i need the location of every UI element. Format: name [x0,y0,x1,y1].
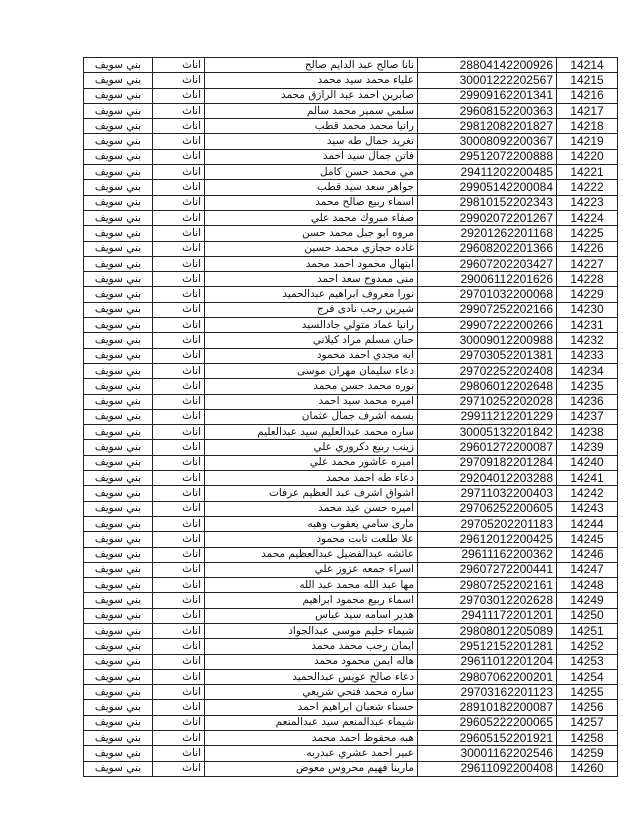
gender-cell: اناث [153,333,205,348]
sequence-number-cell: 14218 [557,119,618,134]
sequence-number-cell: 14219 [557,134,618,149]
governorate-cell: بني سويف [84,272,153,287]
gender-cell: اناث [153,103,205,118]
table-row [84,73,618,88]
sequence-number-cell: 14242 [557,486,618,501]
gender-cell: اناث [153,180,205,195]
gender-cell: اناث [153,134,205,149]
national-id-cell: 29608202201366 [418,241,557,256]
name-cell: اميره محمد سيد احمد [205,394,418,409]
name-cell: دعاء طه احمد محمد [205,471,418,486]
name-cell: فاتن جمال سيد احمد [205,149,418,164]
governorate-cell: بني سويف [84,73,153,88]
name-cell: شيرين رجب نادى فرج [205,302,418,317]
table-row [84,272,618,287]
national-id-cell: 29812082201827 [418,119,557,134]
national-id-cell: 29607272200441 [418,562,557,577]
gender-cell: اناث [153,761,205,776]
sequence-number-cell: 14233 [557,348,618,363]
table-row [84,210,618,225]
sequence-number-cell: 14228 [557,272,618,287]
governorate-cell: بني سويف [84,654,153,669]
name-cell: عبير احمد عشري عبدربه [205,746,418,761]
name-cell: مها عبد الله محمد عبد الله [205,578,418,593]
governorate-cell: بني سويف [84,746,153,761]
table-row [84,578,618,593]
name-cell: بسمه اشرف جمال عثمان [205,409,418,424]
national-id-cell: 29512072200888 [418,149,557,164]
name-cell: اميره عاشور محمد علي [205,455,418,470]
sequence-number-cell: 14252 [557,639,618,654]
name-cell: اسراء جمعه عزوز علي [205,562,418,577]
governorate-cell: بني سويف [84,379,153,394]
governorate-cell: بني سويف [84,455,153,470]
national-id-cell: 29907252202166 [418,302,557,317]
national-id-cell: 29705202201183 [418,516,557,531]
name-cell: صابرين احمد عبد الرازق محمد [205,88,418,103]
national-id-cell: 29611162200362 [418,547,557,562]
name-cell: ابتهال محمود احمد محمد [205,256,418,271]
national-id-cell: 29703052201381 [418,348,557,363]
governorate-cell: بني سويف [84,149,153,164]
table-row [84,165,618,180]
national-id-cell: 29702252202408 [418,363,557,378]
gender-cell: اناث [153,195,205,210]
governorate-cell: بني سويف [84,685,153,700]
table-row [84,302,618,317]
table-row [84,195,618,210]
sequence-number-cell: 14260 [557,761,618,776]
governorate-cell: بني سويف [84,88,153,103]
gender-cell: اناث [153,700,205,715]
name-cell: دعاء سليمان مهران موسى [205,363,418,378]
gender-cell: اناث [153,547,205,562]
table-row [84,486,618,501]
name-cell: منى ممدوح سعد احمد [205,272,418,287]
national-id-cell: 29905142200084 [418,180,557,195]
national-id-cell: 30001162202546 [418,746,557,761]
gender-cell: اناث [153,486,205,501]
sequence-number-cell: 14247 [557,562,618,577]
table-row [84,394,618,409]
table-row [84,333,618,348]
gender-cell: اناث [153,516,205,531]
sequence-number-cell: 14215 [557,73,618,88]
governorate-cell: بني سويف [84,318,153,333]
national-id-cell: 29710252202028 [418,394,557,409]
governorate-cell: بني سويف [84,409,153,424]
national-id-cell: 29411202200485 [418,165,557,180]
table-row [84,379,618,394]
sequence-number-cell: 14234 [557,363,618,378]
gender-cell: اناث [153,608,205,623]
governorate-cell: بني سويف [84,241,153,256]
sequence-number-cell: 14244 [557,516,618,531]
national-id-cell: 29703162201123 [418,685,557,700]
governorate-cell: بني سويف [84,226,153,241]
table-row [84,348,618,363]
gender-cell: اناث [153,746,205,761]
sequence-number-cell: 14246 [557,547,618,562]
name-cell: مروه ابو جبل محمد حسن [205,226,418,241]
sequence-number-cell: 14255 [557,685,618,700]
name-cell: غاده حجازي محمد حسين [205,241,418,256]
name-cell: شيماء عبدالمنعم سيد عبدالمنعم [205,715,418,730]
sequence-number-cell: 14249 [557,593,618,608]
sequence-number-cell: 14227 [557,256,618,271]
table-row [84,58,618,73]
sequence-number-cell: 14245 [557,532,618,547]
sequence-number-cell: 14257 [557,715,618,730]
sequence-number-cell: 14220 [557,149,618,164]
sequence-number-cell: 14229 [557,287,618,302]
name-cell: صفاء مبروك محمد علي [205,210,418,225]
sequence-number-cell: 14230 [557,302,618,317]
table-row [84,149,618,164]
table-row [84,593,618,608]
national-id-cell: 29909162201341 [418,88,557,103]
national-id-cell: 29611092200408 [418,761,557,776]
governorate-cell: بني سويف [84,333,153,348]
gender-cell: اناث [153,363,205,378]
sequence-number-cell: 14223 [557,195,618,210]
governorate-cell: بني سويف [84,119,153,134]
gender-cell: اناث [153,58,205,73]
gender-cell: اناث [153,455,205,470]
sequence-number-cell: 14224 [557,210,618,225]
table-row [84,685,618,700]
governorate-cell: بني سويف [84,180,153,195]
sequence-number-cell: 14226 [557,241,618,256]
name-cell: دعاء صالح عويس عبدالحميد [205,669,418,684]
name-cell: حسناء شعبان ابراهيم احمد [205,700,418,715]
sequence-number-cell: 14240 [557,455,618,470]
sequence-number-cell: 14258 [557,731,618,746]
table-row [84,180,618,195]
name-cell: هبه محفوظ احمد محمد [205,731,418,746]
name-cell: ساره محمد عبدالعليم سيد عبدالعليم [205,425,418,440]
gender-cell: اناث [153,379,205,394]
governorate-cell: بني سويف [84,532,153,547]
governorate-cell: بني سويف [84,425,153,440]
gender-cell: اناث [153,471,205,486]
gender-cell: اناث [153,562,205,577]
sequence-number-cell: 14221 [557,165,618,180]
national-id-cell: 29605152201921 [418,731,557,746]
governorate-cell: بني سويف [84,501,153,516]
gender-cell: اناث [153,731,205,746]
sequence-number-cell: 14236 [557,394,618,409]
gender-cell: اناث [153,409,205,424]
governorate-cell: بني سويف [84,608,153,623]
table-row [84,532,618,547]
sequence-number-cell: 14225 [557,226,618,241]
national-id-cell: 30005132201842 [418,425,557,440]
governorate-cell: بني سويف [84,165,153,180]
sequence-number-cell: 14256 [557,700,618,715]
governorate-cell: بني سويف [84,761,153,776]
table-row [84,623,618,638]
table-row [84,731,618,746]
name-cell: علا طلعت ثابت محمود [205,532,418,547]
name-cell: علياء محمد سيد محمد [205,73,418,88]
table-row [84,440,618,455]
table-row [84,562,618,577]
name-cell: رانيا عماد متولي جادالسيد [205,318,418,333]
table-row [84,746,618,761]
national-id-cell: 29711032200403 [418,486,557,501]
national-id-cell: 29807252202161 [418,578,557,593]
national-id-cell: 29411172201201 [418,608,557,623]
national-id-cell: 29608152200363 [418,103,557,118]
national-id-cell: 29701032200068 [418,287,557,302]
table-row [84,88,618,103]
gender-cell: اناث [153,578,205,593]
gender-cell: اناث [153,241,205,256]
table-row [84,700,618,715]
sequence-number-cell: 14238 [557,425,618,440]
sequence-number-cell: 14250 [557,608,618,623]
table-row [84,425,618,440]
national-id-cell: 29806012202648 [418,379,557,394]
gender-cell: اناث [153,302,205,317]
gender-cell: اناث [153,210,205,225]
governorate-cell: بني سويف [84,700,153,715]
national-id-cell: 29201262201168 [418,226,557,241]
gender-cell: اناث [153,501,205,516]
table-row [84,134,618,149]
gender-cell: اناث [153,669,205,684]
name-cell: حنان مسلم مراد كيلاني [205,333,418,348]
name-cell: هدير اسامه سيد عباس [205,608,418,623]
gender-cell: اناث [153,226,205,241]
national-id-cell: 29601272200087 [418,440,557,455]
gender-cell: اناث [153,287,205,302]
national-id-cell: 29611012201204 [418,654,557,669]
national-id-cell: 29703012202628 [418,593,557,608]
table-row [84,547,618,562]
name-cell: شيماء حليم موسى عبدالجواد [205,623,418,638]
national-id-cell: 29706252200605 [418,501,557,516]
gender-cell: اناث [153,639,205,654]
gender-cell: اناث [153,165,205,180]
gender-cell: اناث [153,440,205,455]
sequence-number-cell: 14232 [557,333,618,348]
name-cell: اميره حسن عيد محمد [205,501,418,516]
name-cell: سلمي سمير محمد سالم [205,103,418,118]
name-cell: نانا صالح عبد الدايم صالح [205,58,418,73]
national-id-cell: 28804142200926 [418,58,557,73]
sequence-number-cell: 14243 [557,501,618,516]
sequence-number-cell: 14217 [557,103,618,118]
governorate-cell: بني سويف [84,394,153,409]
name-cell: ايمان رجب محمد محمد [205,639,418,654]
gender-cell: اناث [153,654,205,669]
governorate-cell: بني سويف [84,103,153,118]
table-row [84,669,618,684]
gender-cell: اناث [153,425,205,440]
table-row [84,119,618,134]
governorate-cell: بني سويف [84,593,153,608]
national-id-cell: 29807062200201 [418,669,557,684]
sequence-number-cell: 14253 [557,654,618,669]
name-cell: اسماء ربيع صالح محمد [205,195,418,210]
national-id-cell: 30001222202567 [418,73,557,88]
gender-cell: اناث [153,119,205,134]
national-id-cell: 29911212201229 [418,409,557,424]
name-cell: زينب ربيع دكروري علي [205,440,418,455]
name-cell: اشواق اشرف عبد العظيم عرفات [205,486,418,501]
table-row [84,455,618,470]
table-row [84,287,618,302]
governorate-cell: بني سويف [84,715,153,730]
name-cell: نورا معروف ابراهيم عبدالحميد [205,287,418,302]
records-table [83,57,618,777]
gender-cell: اناث [153,623,205,638]
governorate-cell: بني سويف [84,302,153,317]
national-id-cell: 29810152202343 [418,195,557,210]
name-cell: مارى سامي يعقوب وهبه [205,516,418,531]
name-cell: نوره محمد حسن محمد [205,379,418,394]
governorate-cell: بني سويف [84,134,153,149]
sequence-number-cell: 14239 [557,440,618,455]
governorate-cell: بني سويف [84,639,153,654]
governorate-cell: بني سويف [84,669,153,684]
table-row [84,318,618,333]
governorate-cell: بني سويف [84,486,153,501]
gender-cell: اناث [153,348,205,363]
name-cell: هاله ايمن محمود محمد [205,654,418,669]
national-id-cell: 29808012205089 [418,623,557,638]
national-id-cell: 28910182200087 [418,700,557,715]
gender-cell: اناث [153,73,205,88]
sequence-number-cell: 14222 [557,180,618,195]
governorate-cell: بني سويف [84,547,153,562]
sequence-number-cell: 14216 [557,88,618,103]
gender-cell: اناث [153,685,205,700]
table-row [84,241,618,256]
national-id-cell: 29006112201626 [418,272,557,287]
sequence-number-cell: 14248 [557,578,618,593]
gender-cell: اناث [153,715,205,730]
governorate-cell: بني سويف [84,516,153,531]
governorate-cell: بني سويف [84,623,153,638]
records-table-body [84,58,618,777]
table-row [84,715,618,730]
name-cell: عائشه عبدالفضيل عبدالعظيم محمد [205,547,418,562]
governorate-cell: بني سويف [84,287,153,302]
name-cell: اسماء ربيع محمود ابراهيم [205,593,418,608]
name-cell: تغريد جمال طه سيد [205,134,418,149]
governorate-cell: بني سويف [84,562,153,577]
gender-cell: اناث [153,593,205,608]
table-row [84,103,618,118]
name-cell: مارينا فهيم محروس معوض [205,761,418,776]
name-cell: رانيا محمد محمد قطب [205,119,418,134]
governorate-cell: بني سويف [84,348,153,363]
sequence-number-cell: 14231 [557,318,618,333]
sequence-number-cell: 14259 [557,746,618,761]
national-id-cell: 29204012203288 [418,471,557,486]
table-row [84,363,618,378]
governorate-cell: بني سويف [84,471,153,486]
gender-cell: اناث [153,149,205,164]
name-cell: ايه مجدي احمد محمود [205,348,418,363]
national-id-cell: 29605222200065 [418,715,557,730]
governorate-cell: بني سويف [84,578,153,593]
governorate-cell: بني سويف [84,210,153,225]
name-cell: ساره محمد فتحي شريعي [205,685,418,700]
governorate-cell: بني سويف [84,731,153,746]
table-row [84,761,618,776]
sequence-number-cell: 14241 [557,471,618,486]
name-cell: جواهر سعد سيد قطب [205,180,418,195]
national-id-cell: 29512152201281 [418,639,557,654]
table-row [84,409,618,424]
national-id-cell: 29709182201284 [418,455,557,470]
national-id-cell: 29612012200425 [418,532,557,547]
sequence-number-cell: 14237 [557,409,618,424]
governorate-cell: بني سويف [84,58,153,73]
name-cell: مي محمد حسن كامل [205,165,418,180]
national-id-cell: 30008092200367 [418,134,557,149]
gender-cell: اناث [153,272,205,287]
national-id-cell: 29607202203427 [418,256,557,271]
sequence-number-cell: 14251 [557,623,618,638]
national-id-cell: 29907222200266 [418,318,557,333]
governorate-cell: بني سويف [84,256,153,271]
sequence-number-cell: 14214 [557,58,618,73]
national-id-cell: 30009012200988 [418,333,557,348]
table-row [84,639,618,654]
sequence-number-cell: 14254 [557,669,618,684]
table-row [84,654,618,669]
gender-cell: اناث [153,88,205,103]
table-row [84,226,618,241]
table-row [84,516,618,531]
table-row [84,256,618,271]
table-row [84,608,618,623]
gender-cell: اناث [153,532,205,547]
gender-cell: اناث [153,318,205,333]
governorate-cell: بني سويف [84,363,153,378]
table-row [84,471,618,486]
governorate-cell: بني سويف [84,195,153,210]
national-id-cell: 29902072201267 [418,210,557,225]
governorate-cell: بني سويف [84,440,153,455]
sequence-number-cell: 14235 [557,379,618,394]
gender-cell: اناث [153,394,205,409]
gender-cell: اناث [153,256,205,271]
table-row [84,501,618,516]
